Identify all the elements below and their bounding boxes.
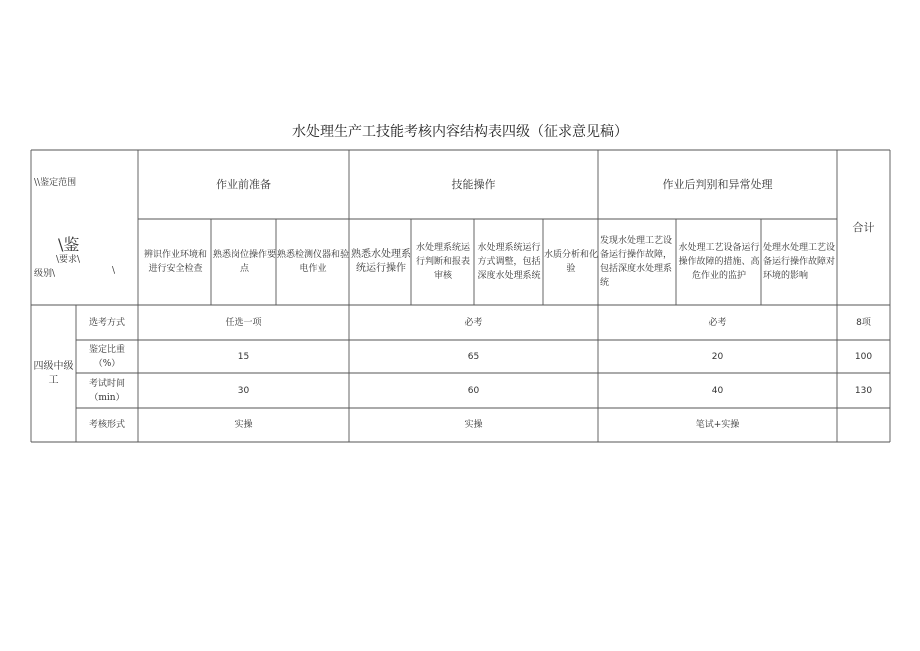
corner-appraisal-label: \鉴 (58, 235, 80, 254)
corner-requirement-label: \要求\ (56, 255, 81, 265)
row-total: 130 (854, 385, 873, 396)
subitem-cell: 发现水处理工艺设备运行操作故障，包括深度水处理系统 (600, 236, 673, 288)
row-total: 8项 (856, 317, 871, 328)
row-value: 30 (237, 385, 250, 396)
subitem-cell: 水质分析和化验 (544, 250, 599, 274)
corner-slash: \ (112, 266, 116, 276)
row-total: 100 (854, 351, 873, 362)
subitem-cell: 辨识作业环境和进行安全检查 (143, 250, 207, 274)
row-label: 考试时间（min） (88, 378, 125, 403)
row-value: 60 (467, 385, 480, 396)
row-value: 任选一项 (225, 317, 262, 328)
row-value: 实操 (464, 420, 483, 430)
category-header: 作业后判别和异常处理 (662, 177, 773, 191)
corner-scope-label: \\鉴定范围 (34, 178, 77, 188)
subitem-cell: 水处理系统运行判断和报表审核 (415, 243, 470, 281)
row-total (837, 408, 890, 442)
row-label: 考核形式 (88, 420, 125, 430)
row-value: 必考 (708, 317, 727, 328)
subitem-cell: 熟悉检测仪器和验电作业 (277, 250, 350, 274)
row-label: 选考方式 (88, 317, 125, 328)
subitem-cell: 处理水处理工艺设备运行操作故障对环境的影响 (763, 243, 836, 281)
subitem-cell: 水处理系统运行方式调整，包括深度水处理系统 (477, 243, 541, 281)
subitem-cell: 熟悉岗位操作要点 (213, 250, 277, 274)
row-value: 笔试+实操 (695, 420, 740, 430)
category-header: 技能操作 (451, 177, 496, 191)
category-header: 作业前准备 (216, 177, 271, 191)
subitem-cell: 水处理工艺设备运行操作故障的措施、高危作业的监护 (678, 243, 760, 281)
level-cell: 四级中级工 (33, 360, 74, 386)
row-value: 15 (237, 351, 250, 362)
row-value: 40 (711, 385, 724, 396)
page-title: 水处理生产工技能考核内容结构表四级（征求意见稿） (292, 124, 628, 140)
row-value: 实操 (234, 420, 253, 430)
row-value: 65 (467, 351, 480, 362)
subitem-cell: 熟悉水处理系统运行操作 (351, 249, 411, 274)
row-value: 20 (711, 351, 724, 362)
row-value: 必考 (464, 317, 483, 328)
corner-level-label: 级别\ (34, 269, 56, 279)
row-label: 鉴定比重（%） (88, 344, 125, 369)
total-header: 合计 (852, 220, 875, 234)
